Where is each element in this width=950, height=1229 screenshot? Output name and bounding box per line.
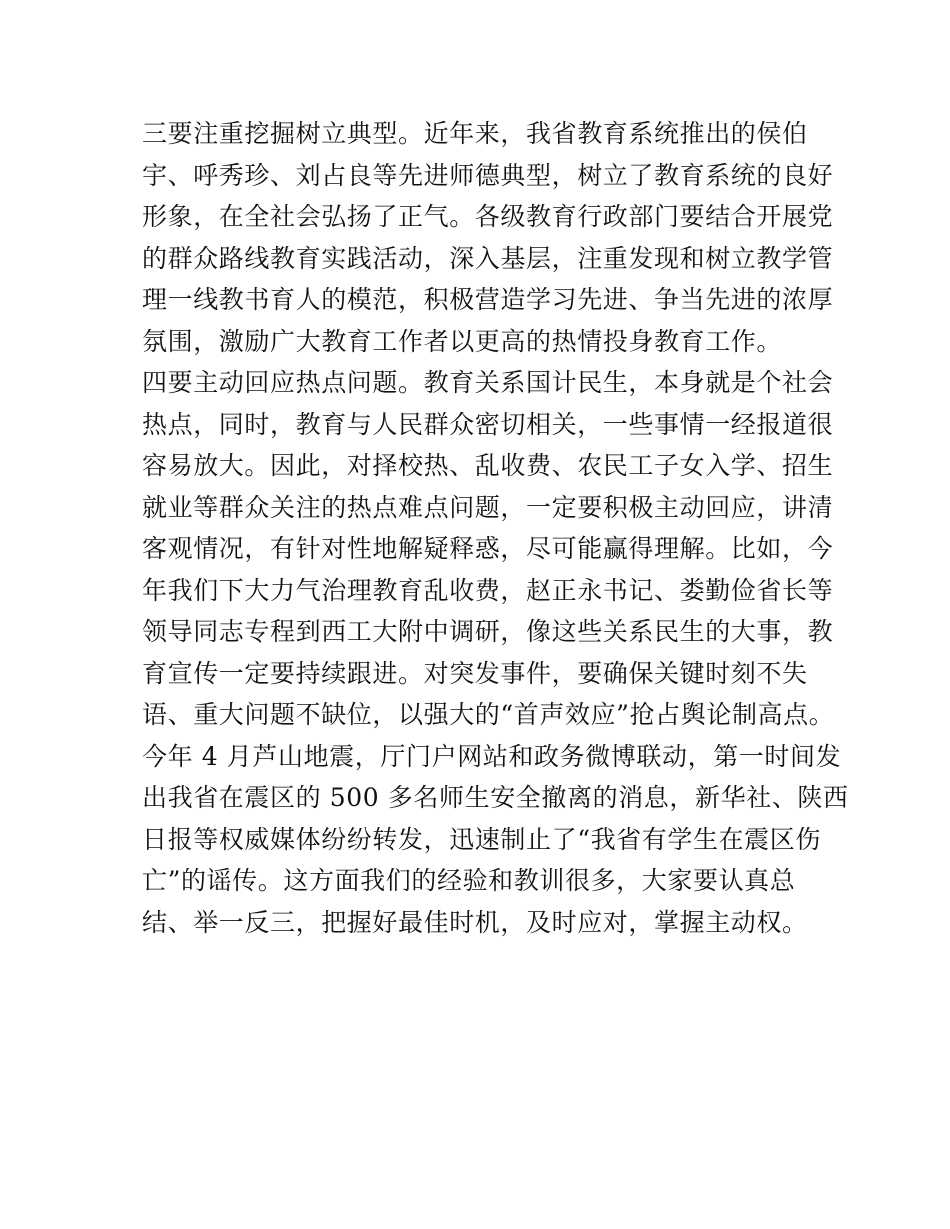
text-line: 结、举一反三，把握好最佳时机，及时应对，掌握主动权。: [142, 907, 808, 937]
text-line: 热点，同时，教育与人民群众密切相关，一些事情一经报道很: [142, 409, 834, 439]
body-text: [142, 113, 849, 943]
text-line: 三要注重挖掘树立典型。近年来，我省教育系统推出的侯伯: [142, 119, 808, 148]
text-line: 宇、呼秀珍、刘占良等先进师德典型，树立了教育系统的良好: [142, 160, 834, 190]
text-line: 领导同志专程到西工大附中调研，像这些关系民生的大事，教: [142, 617, 834, 646]
text-line: 就业等群众关注的热点难点问题，一定要积极主动回应，讲清: [142, 492, 834, 522]
text-line: 语、重大问题不缺位，以强大的“首声效应”抢占舆论制高点。: [142, 700, 835, 729]
text-line: 四要主动回应热点问题。教育关系国计民生，本身就是个社会: [142, 368, 834, 397]
text-line: 亡”的谣传。这方面我们的经验和教训很多，大家要认真总: [142, 866, 796, 895]
text-line: 的群众路线教育实践活动，深入基层，注重发现和树立教学管: [142, 243, 834, 273]
text-line: 形象，在全社会弘扬了正气。各级教育行政部门要结合开展党: [142, 202, 834, 231]
text-line: 育宣传一定要持续跟进。对突发事件，要确保关键时刻不失: [142, 658, 808, 688]
text-line: 理一线教书育人的模范，积极营造学习先进、争当先进的浓厚: [142, 285, 834, 314]
text-line: 日报等权威媒体纷纷转发，迅速制止了“我省有学生在震区伤: [142, 824, 821, 854]
text-line: 容易放大。因此，对择校热、乱收费、农民工子女入学、招生: [142, 451, 834, 480]
text-line: 出我省在震区的 500 多名师生安全撤离的消息，新华社、陕西: [142, 783, 849, 812]
text-line: 年我们下大力气治理教育乱收费，赵正永书记、娄勤俭省长等: [142, 575, 834, 605]
text-line: 氛围，激励广大教育工作者以更高的热情投身教育工作。: [142, 326, 783, 356]
text-line: 今年 4 月芦山地震，厅门户网站和政务微博联动，第一时间发: [142, 741, 842, 771]
text-line: 客观情况，有针对性地解疑释惑，尽可能赢得理解。比如，今: [142, 534, 834, 563]
